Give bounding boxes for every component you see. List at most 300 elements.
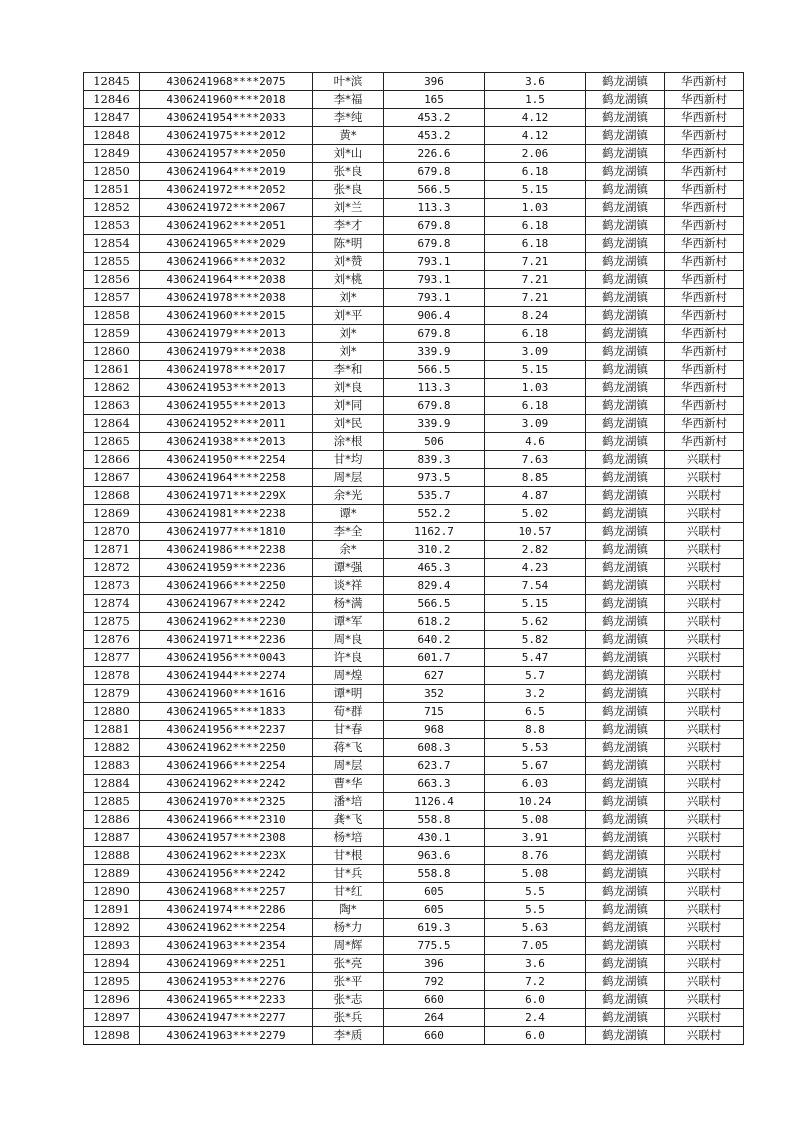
town-cell: 鹤龙湖镇 — [586, 793, 665, 811]
table-row — [84, 217, 744, 235]
village-cell: 兴联村 — [665, 811, 744, 829]
table-row — [84, 379, 744, 397]
row-number-cell: 12876 — [84, 631, 140, 649]
town-cell: 鹤龙湖镇 — [586, 505, 665, 523]
amount-cell: 660 — [384, 1027, 485, 1045]
name-cell: 陈*明 — [313, 235, 384, 253]
row-number-cell: 12875 — [84, 613, 140, 631]
name-cell: 张*兵 — [313, 1009, 384, 1027]
village-cell: 华西新村 — [665, 289, 744, 307]
village-cell: 兴联村 — [665, 721, 744, 739]
area-cell: 7.05 — [485, 937, 586, 955]
name-cell: 刘*平 — [313, 307, 384, 325]
town-cell: 鹤龙湖镇 — [586, 451, 665, 469]
table-row — [84, 73, 744, 91]
row-number-cell: 12865 — [84, 433, 140, 451]
id-number-cell: 4306241986****2238 — [140, 541, 313, 559]
id-number-cell: 4306241963****2279 — [140, 1027, 313, 1045]
area-cell: 7.21 — [485, 253, 586, 271]
row-number-cell: 12895 — [84, 973, 140, 991]
row-number-cell: 12896 — [84, 991, 140, 1009]
row-number-cell: 12863 — [84, 397, 140, 415]
id-number-cell: 4306241965****2233 — [140, 991, 313, 1009]
name-cell: 李*和 — [313, 361, 384, 379]
area-cell: 5.02 — [485, 505, 586, 523]
village-cell: 兴联村 — [665, 1009, 744, 1027]
id-number-cell: 4306241962****223X — [140, 847, 313, 865]
table-row — [84, 775, 744, 793]
name-cell: 黄* — [313, 127, 384, 145]
amount-cell: 1162.7 — [384, 523, 485, 541]
area-cell: 1.5 — [485, 91, 586, 109]
town-cell: 鹤龙湖镇 — [586, 127, 665, 145]
village-cell: 华西新村 — [665, 217, 744, 235]
village-cell: 兴联村 — [665, 919, 744, 937]
id-number-cell: 4306241955****2013 — [140, 397, 313, 415]
row-number-cell: 12864 — [84, 415, 140, 433]
name-cell: 刘*桃 — [313, 271, 384, 289]
amount-cell: 679.8 — [384, 217, 485, 235]
table-row — [84, 469, 744, 487]
row-number-cell: 12853 — [84, 217, 140, 235]
area-cell: 4.23 — [485, 559, 586, 577]
area-cell: 5.08 — [485, 811, 586, 829]
town-cell: 鹤龙湖镇 — [586, 109, 665, 127]
area-cell: 5.5 — [485, 883, 586, 901]
village-cell: 华西新村 — [665, 397, 744, 415]
name-cell: 余* — [313, 541, 384, 559]
name-cell: 杨*力 — [313, 919, 384, 937]
amount-cell: 396 — [384, 73, 485, 91]
table-row — [84, 397, 744, 415]
area-cell: 5.67 — [485, 757, 586, 775]
table-row — [84, 451, 744, 469]
table-row — [84, 685, 744, 703]
amount-cell: 640.2 — [384, 631, 485, 649]
village-cell: 华西新村 — [665, 91, 744, 109]
id-number-cell: 4306241970****2325 — [140, 793, 313, 811]
amount-cell: 396 — [384, 955, 485, 973]
id-number-cell: 4306241972****2067 — [140, 199, 313, 217]
id-number-cell: 4306241966****2250 — [140, 577, 313, 595]
id-number-cell: 4306241966****2310 — [140, 811, 313, 829]
town-cell: 鹤龙湖镇 — [586, 991, 665, 1009]
amount-cell: 453.2 — [384, 109, 485, 127]
name-cell: 谭*军 — [313, 613, 384, 631]
town-cell: 鹤龙湖镇 — [586, 397, 665, 415]
area-cell: 2.82 — [485, 541, 586, 559]
name-cell: 甘*春 — [313, 721, 384, 739]
amount-cell: 165 — [384, 91, 485, 109]
id-number-cell: 4306241965****2029 — [140, 235, 313, 253]
table-row — [84, 631, 744, 649]
amount-cell: 566.5 — [384, 181, 485, 199]
id-number-cell: 4306241957****2050 — [140, 145, 313, 163]
table-row — [84, 919, 744, 937]
table-row — [84, 811, 744, 829]
town-cell: 鹤龙湖镇 — [586, 955, 665, 973]
amount-cell: 679.8 — [384, 163, 485, 181]
area-cell: 3.91 — [485, 829, 586, 847]
id-number-cell: 4306241969****2251 — [140, 955, 313, 973]
name-cell: 刘* — [313, 343, 384, 361]
name-cell: 荀*群 — [313, 703, 384, 721]
name-cell: 刘*民 — [313, 415, 384, 433]
area-cell: 6.18 — [485, 397, 586, 415]
village-cell: 华西新村 — [665, 127, 744, 145]
name-cell: 涂*根 — [313, 433, 384, 451]
village-cell: 兴联村 — [665, 955, 744, 973]
village-cell: 华西新村 — [665, 145, 744, 163]
village-cell: 兴联村 — [665, 757, 744, 775]
area-cell: 8.24 — [485, 307, 586, 325]
table-row — [84, 883, 744, 901]
village-cell: 兴联村 — [665, 667, 744, 685]
town-cell: 鹤龙湖镇 — [586, 757, 665, 775]
village-cell: 华西新村 — [665, 253, 744, 271]
town-cell: 鹤龙湖镇 — [586, 523, 665, 541]
village-cell: 兴联村 — [665, 469, 744, 487]
town-cell: 鹤龙湖镇 — [586, 541, 665, 559]
name-cell: 杨*培 — [313, 829, 384, 847]
amount-cell: 605 — [384, 901, 485, 919]
amount-cell: 601.7 — [384, 649, 485, 667]
village-cell: 兴联村 — [665, 883, 744, 901]
name-cell: 周*良 — [313, 631, 384, 649]
area-cell: 8.8 — [485, 721, 586, 739]
id-number-cell: 4306241952****2011 — [140, 415, 313, 433]
amount-cell: 352 — [384, 685, 485, 703]
town-cell: 鹤龙湖镇 — [586, 595, 665, 613]
name-cell: 曹*华 — [313, 775, 384, 793]
area-cell: 6.18 — [485, 235, 586, 253]
village-cell: 兴联村 — [665, 631, 744, 649]
name-cell: 周*辉 — [313, 937, 384, 955]
area-cell: 7.21 — [485, 289, 586, 307]
table-row — [84, 613, 744, 631]
name-cell: 余*光 — [313, 487, 384, 505]
town-cell: 鹤龙湖镇 — [586, 469, 665, 487]
name-cell: 李*纯 — [313, 109, 384, 127]
town-cell: 鹤龙湖镇 — [586, 289, 665, 307]
id-number-cell: 4306241954****2033 — [140, 109, 313, 127]
amount-cell: 793.1 — [384, 253, 485, 271]
table-row — [84, 361, 744, 379]
row-number-cell: 12847 — [84, 109, 140, 127]
village-cell: 兴联村 — [665, 559, 744, 577]
name-cell: 刘*良 — [313, 379, 384, 397]
table-row — [84, 1009, 744, 1027]
amount-cell: 623.7 — [384, 757, 485, 775]
name-cell: 张*志 — [313, 991, 384, 1009]
id-number-cell: 4306241962****2250 — [140, 739, 313, 757]
area-cell: 10.57 — [485, 523, 586, 541]
row-number-cell: 12886 — [84, 811, 140, 829]
table-row — [84, 595, 744, 613]
area-cell: 3.09 — [485, 343, 586, 361]
table-row — [84, 865, 744, 883]
id-number-cell: 4306241967****2242 — [140, 595, 313, 613]
id-number-cell: 4306241956****2237 — [140, 721, 313, 739]
town-cell: 鹤龙湖镇 — [586, 253, 665, 271]
name-cell: 张*良 — [313, 163, 384, 181]
village-cell: 华西新村 — [665, 181, 744, 199]
town-cell: 鹤龙湖镇 — [586, 91, 665, 109]
village-cell: 兴联村 — [665, 937, 744, 955]
table-row — [84, 505, 744, 523]
area-cell: 6.03 — [485, 775, 586, 793]
id-number-cell: 4306241963****2354 — [140, 937, 313, 955]
name-cell: 陶* — [313, 901, 384, 919]
id-number-cell: 4306241960****2015 — [140, 307, 313, 325]
row-number-cell: 12866 — [84, 451, 140, 469]
name-cell: 张*亮 — [313, 955, 384, 973]
village-cell: 兴联村 — [665, 649, 744, 667]
table-row — [84, 955, 744, 973]
area-cell: 5.5 — [485, 901, 586, 919]
area-cell: 3.6 — [485, 73, 586, 91]
village-cell: 兴联村 — [665, 487, 744, 505]
area-cell: 5.63 — [485, 919, 586, 937]
village-cell: 华西新村 — [665, 361, 744, 379]
amount-cell: 453.2 — [384, 127, 485, 145]
id-number-cell: 4306241956****0043 — [140, 649, 313, 667]
id-number-cell: 4306241962****2230 — [140, 613, 313, 631]
row-number-cell: 12857 — [84, 289, 140, 307]
id-number-cell: 4306241964****2019 — [140, 163, 313, 181]
village-cell: 华西新村 — [665, 109, 744, 127]
id-number-cell: 4306241975****2012 — [140, 127, 313, 145]
name-cell: 周*层 — [313, 757, 384, 775]
area-cell: 6.0 — [485, 991, 586, 1009]
row-number-cell: 12878 — [84, 667, 140, 685]
town-cell: 鹤龙湖镇 — [586, 343, 665, 361]
village-cell: 华西新村 — [665, 307, 744, 325]
area-cell: 1.03 — [485, 379, 586, 397]
town-cell: 鹤龙湖镇 — [586, 271, 665, 289]
village-cell: 华西新村 — [665, 433, 744, 451]
table-row — [84, 307, 744, 325]
town-cell: 鹤龙湖镇 — [586, 901, 665, 919]
village-cell: 兴联村 — [665, 451, 744, 469]
row-number-cell: 12894 — [84, 955, 140, 973]
table-row — [84, 667, 744, 685]
amount-cell: 963.6 — [384, 847, 485, 865]
table-row — [84, 109, 744, 127]
town-cell: 鹤龙湖镇 — [586, 613, 665, 631]
village-cell: 华西新村 — [665, 325, 744, 343]
id-number-cell: 4306241962****2051 — [140, 217, 313, 235]
table-row — [84, 793, 744, 811]
row-number-cell: 12856 — [84, 271, 140, 289]
table-row — [84, 703, 744, 721]
id-number-cell: 4306241962****2242 — [140, 775, 313, 793]
area-cell: 7.63 — [485, 451, 586, 469]
area-cell: 5.62 — [485, 613, 586, 631]
amount-cell: 679.8 — [384, 235, 485, 253]
table-row — [84, 559, 744, 577]
row-number-cell: 12897 — [84, 1009, 140, 1027]
table-row — [84, 973, 744, 991]
town-cell: 鹤龙湖镇 — [586, 487, 665, 505]
data-table — [83, 72, 744, 1045]
id-number-cell: 4306241974****2286 — [140, 901, 313, 919]
table-row — [84, 577, 744, 595]
town-cell: 鹤龙湖镇 — [586, 577, 665, 595]
area-cell: 2.4 — [485, 1009, 586, 1027]
id-number-cell: 4306241950****2254 — [140, 451, 313, 469]
amount-cell: 605 — [384, 883, 485, 901]
row-number-cell: 12850 — [84, 163, 140, 181]
village-cell: 兴联村 — [665, 523, 744, 541]
table-row — [84, 829, 744, 847]
row-number-cell: 12851 — [84, 181, 140, 199]
area-cell: 4.87 — [485, 487, 586, 505]
area-cell: 5.53 — [485, 739, 586, 757]
area-cell: 6.5 — [485, 703, 586, 721]
row-number-cell: 12868 — [84, 487, 140, 505]
row-number-cell: 12859 — [84, 325, 140, 343]
row-number-cell: 12880 — [84, 703, 140, 721]
name-cell: 刘*赞 — [313, 253, 384, 271]
town-cell: 鹤龙湖镇 — [586, 73, 665, 91]
town-cell: 鹤龙湖镇 — [586, 379, 665, 397]
amount-cell: 552.2 — [384, 505, 485, 523]
amount-cell: 608.3 — [384, 739, 485, 757]
town-cell: 鹤龙湖镇 — [586, 433, 665, 451]
row-number-cell: 12891 — [84, 901, 140, 919]
table-row — [84, 523, 744, 541]
area-cell: 4.12 — [485, 127, 586, 145]
area-cell: 6.18 — [485, 163, 586, 181]
row-number-cell: 12872 — [84, 559, 140, 577]
id-number-cell: 4306241956****2242 — [140, 865, 313, 883]
table-row — [84, 757, 744, 775]
town-cell: 鹤龙湖镇 — [586, 865, 665, 883]
table-row — [84, 415, 744, 433]
name-cell: 李*才 — [313, 217, 384, 235]
town-cell: 鹤龙湖镇 — [586, 847, 665, 865]
name-cell: 张*良 — [313, 181, 384, 199]
id-number-cell: 4306241966****2032 — [140, 253, 313, 271]
village-cell: 兴联村 — [665, 973, 744, 991]
id-number-cell: 4306241978****2017 — [140, 361, 313, 379]
amount-cell: 793.1 — [384, 289, 485, 307]
row-number-cell: 12888 — [84, 847, 140, 865]
row-number-cell: 12846 — [84, 91, 140, 109]
name-cell: 刘*兰 — [313, 199, 384, 217]
area-cell: 7.2 — [485, 973, 586, 991]
table-row — [84, 739, 744, 757]
amount-cell: 506 — [384, 433, 485, 451]
village-cell: 华西新村 — [665, 73, 744, 91]
town-cell: 鹤龙湖镇 — [586, 163, 665, 181]
amount-cell: 619.3 — [384, 919, 485, 937]
area-cell: 5.15 — [485, 181, 586, 199]
name-cell: 张*平 — [313, 973, 384, 991]
id-number-cell: 4306241964****2258 — [140, 469, 313, 487]
village-cell: 兴联村 — [665, 1027, 744, 1045]
town-cell: 鹤龙湖镇 — [586, 181, 665, 199]
name-cell: 蒋*飞 — [313, 739, 384, 757]
name-cell: 刘*山 — [313, 145, 384, 163]
area-cell: 1.03 — [485, 199, 586, 217]
table-row — [84, 271, 744, 289]
amount-cell: 660 — [384, 991, 485, 1009]
amount-cell: 715 — [384, 703, 485, 721]
name-cell: 谈*祥 — [313, 577, 384, 595]
table-row — [84, 541, 744, 559]
village-cell: 兴联村 — [665, 829, 744, 847]
id-number-cell: 4306241938****2013 — [140, 433, 313, 451]
area-cell: 5.15 — [485, 595, 586, 613]
town-cell: 鹤龙湖镇 — [586, 685, 665, 703]
id-number-cell: 4306241977****1810 — [140, 523, 313, 541]
town-cell: 鹤龙湖镇 — [586, 667, 665, 685]
town-cell: 鹤龙湖镇 — [586, 649, 665, 667]
name-cell: 周*层 — [313, 469, 384, 487]
row-number-cell: 12877 — [84, 649, 140, 667]
table-row — [84, 991, 744, 1009]
area-cell: 8.85 — [485, 469, 586, 487]
id-number-cell: 4306241957****2308 — [140, 829, 313, 847]
table-body — [84, 73, 744, 1045]
amount-cell: 829.4 — [384, 577, 485, 595]
village-cell: 华西新村 — [665, 415, 744, 433]
name-cell: 许*良 — [313, 649, 384, 667]
id-number-cell: 4306241962****2254 — [140, 919, 313, 937]
town-cell: 鹤龙湖镇 — [586, 721, 665, 739]
id-number-cell: 4306241971****2236 — [140, 631, 313, 649]
area-cell: 6.18 — [485, 217, 586, 235]
amount-cell: 679.8 — [384, 325, 485, 343]
name-cell: 甘*兵 — [313, 865, 384, 883]
town-cell: 鹤龙湖镇 — [586, 361, 665, 379]
amount-cell: 618.2 — [384, 613, 485, 631]
amount-cell: 558.8 — [384, 811, 485, 829]
row-number-cell: 12890 — [84, 883, 140, 901]
name-cell: 李*福 — [313, 91, 384, 109]
amount-cell: 792 — [384, 973, 485, 991]
village-cell: 华西新村 — [665, 379, 744, 397]
row-number-cell: 12854 — [84, 235, 140, 253]
town-cell: 鹤龙湖镇 — [586, 1027, 665, 1045]
row-number-cell: 12873 — [84, 577, 140, 595]
table-row — [84, 91, 744, 109]
village-cell: 华西新村 — [665, 163, 744, 181]
row-number-cell: 12860 — [84, 343, 140, 361]
town-cell: 鹤龙湖镇 — [586, 631, 665, 649]
name-cell: 杨*满 — [313, 595, 384, 613]
table-row — [84, 181, 744, 199]
id-number-cell: 4306241953****2276 — [140, 973, 313, 991]
id-number-cell: 4306241978****2038 — [140, 289, 313, 307]
village-cell: 兴联村 — [665, 991, 744, 1009]
row-number-cell: 12898 — [84, 1027, 140, 1045]
area-cell: 3.09 — [485, 415, 586, 433]
row-number-cell: 12892 — [84, 919, 140, 937]
row-number-cell: 12870 — [84, 523, 140, 541]
amount-cell: 339.9 — [384, 415, 485, 433]
amount-cell: 558.8 — [384, 865, 485, 883]
village-cell: 兴联村 — [665, 847, 744, 865]
amount-cell: 973.5 — [384, 469, 485, 487]
row-number-cell: 12881 — [84, 721, 140, 739]
amount-cell: 906.4 — [384, 307, 485, 325]
id-number-cell: 4306241944****2274 — [140, 667, 313, 685]
village-cell: 兴联村 — [665, 595, 744, 613]
town-cell: 鹤龙湖镇 — [586, 937, 665, 955]
